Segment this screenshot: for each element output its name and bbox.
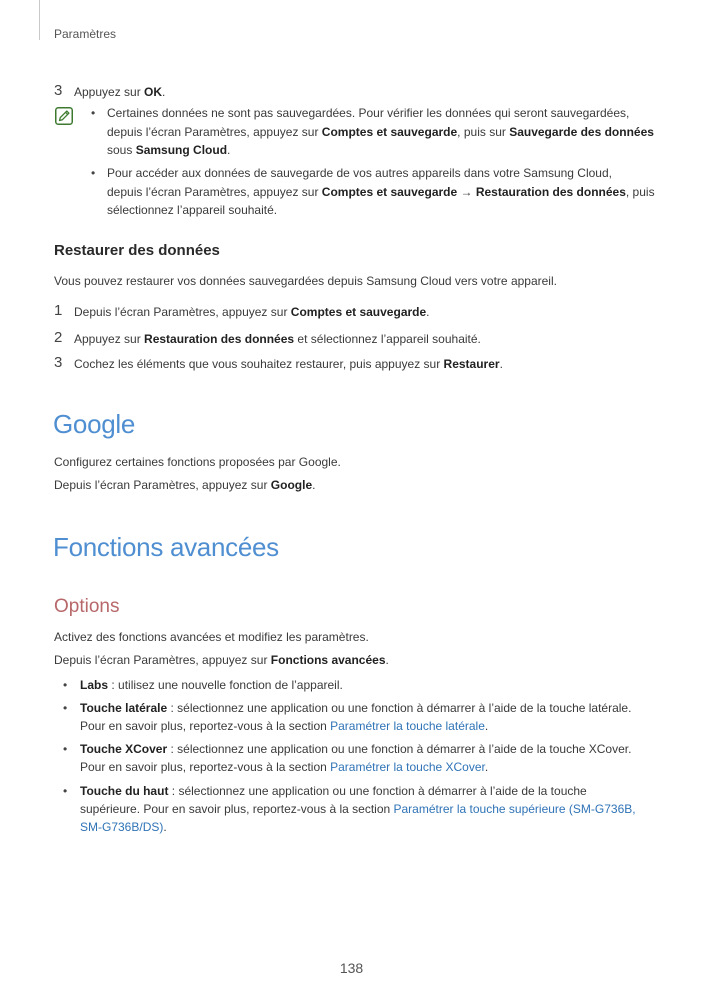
bullet-dot: • [91, 166, 96, 180]
note-bullet-1-line-1: Certaines données ne sont pas sauvegardées. Pour vérifier les données qui seront sauvegardées, [107, 106, 630, 120]
top-key-link[interactable]: Paramétrer la touche supérieure (SM-G736B, [393, 802, 636, 816]
bullet-dot: • [63, 701, 68, 715]
step-number: 1 [54, 302, 63, 319]
restore-step-2: Appuyez sur Restauration des données et sélectionnez l’appareil souhaité. [74, 332, 481, 346]
restore-heading: Restaurer des données [54, 242, 220, 259]
note-bullet-1-line-3: sous Samsung Cloud. [107, 143, 231, 157]
note-bullet-2-line-1: Pour accéder aux données de sauvegarde de vos autres appareils dans votre Samsung Cloud, [107, 166, 612, 180]
google-paragraph-2: Depuis l’écran Paramètres, appuyez sur Google. [54, 478, 316, 492]
bullet-dot: • [63, 784, 68, 798]
header-divider [39, 0, 40, 40]
restore-step-3: Cochez les éléments que vous souhaitez restaurer, puis appuyez sur Restaurer. [74, 357, 503, 371]
header-title: Paramètres [54, 27, 117, 41]
xcover-item-line-1: Touche XCover : sélectionnez une application ou une fonction à démarrer à l’aide de la touche XCover. [80, 742, 632, 756]
side-key-link[interactable]: Paramétrer la touche latérale [330, 719, 485, 733]
advanced-paragraph-2: Depuis l’écran Paramètres, appuyez sur Fonctions avancées. [54, 653, 389, 667]
top-key-item-line-1: Touche du haut : sélectionnez une application ou une fonction à démarrer à l’aide de la touche [80, 784, 587, 798]
note-bullet-1-line-2: depuis l’écran Paramètres, appuyez sur Comptes et sauvegarde, puis sur Sauvegarde des données [107, 125, 654, 139]
google-heading: Google [53, 409, 136, 439]
top-key-item-line-2: supérieure. Pour en savoir plus, reportez-vous à la section Paramétrer la touche supérieure (SM-G736B, [80, 802, 636, 816]
note-bullet-2-line-2: depuis l’écran Paramètres, appuyez sur Comptes et sauvegarde → Restauration des données, puis [107, 185, 655, 199]
xcover-key-link[interactable]: Paramétrer la touche XCover [330, 760, 485, 774]
restore-step-1: Depuis l’écran Paramètres, appuyez sur Comptes et sauvegarde. [74, 305, 430, 319]
google-paragraph-1: Configurez certaines fonctions proposées par Google. [54, 455, 341, 469]
step-number: 3 [54, 82, 63, 99]
step-text: Appuyez sur OK. [74, 85, 166, 99]
page-number: 138 [339, 960, 364, 976]
advanced-heading: Fonctions avancées [53, 532, 279, 562]
side-key-item-line-2: Pour en savoir plus, reportez-vous à la section Paramétrer la touche latérale. [80, 719, 489, 733]
advanced-paragraph-1: Activez des fonctions avancées et modifiez les paramètres. [54, 630, 369, 644]
step-number: 3 [54, 354, 63, 371]
top-key-link-cont[interactable]: SM-G736B/DS) [80, 820, 164, 834]
restore-intro: Vous pouvez restaurer vos données sauvegardées depuis Samsung Cloud vers votre appareil. [54, 274, 557, 288]
top-key-item-line-3: SM-G736B/DS). [80, 820, 167, 834]
bullet-dot: • [63, 742, 68, 756]
pencil-note-icon [55, 107, 73, 125]
side-key-item-line-1: Touche latérale : sélectionnez une application ou une fonction à démarrer à l’aide de la touche latérale. [80, 701, 632, 715]
bullet-dot: • [91, 106, 96, 120]
step-number: 2 [54, 329, 63, 346]
labs-item: Labs : utilisez une nouvelle fonction de l’appareil. [80, 678, 343, 692]
options-subheading: Options [54, 596, 120, 617]
note-bullet-2-line-3: sélectionnez l’appareil souhaité. [107, 203, 278, 217]
xcover-item-line-2: Pour en savoir plus, reportez-vous à la section Paramétrer la touche XCover. [80, 760, 489, 774]
bullet-dot: • [63, 678, 68, 692]
